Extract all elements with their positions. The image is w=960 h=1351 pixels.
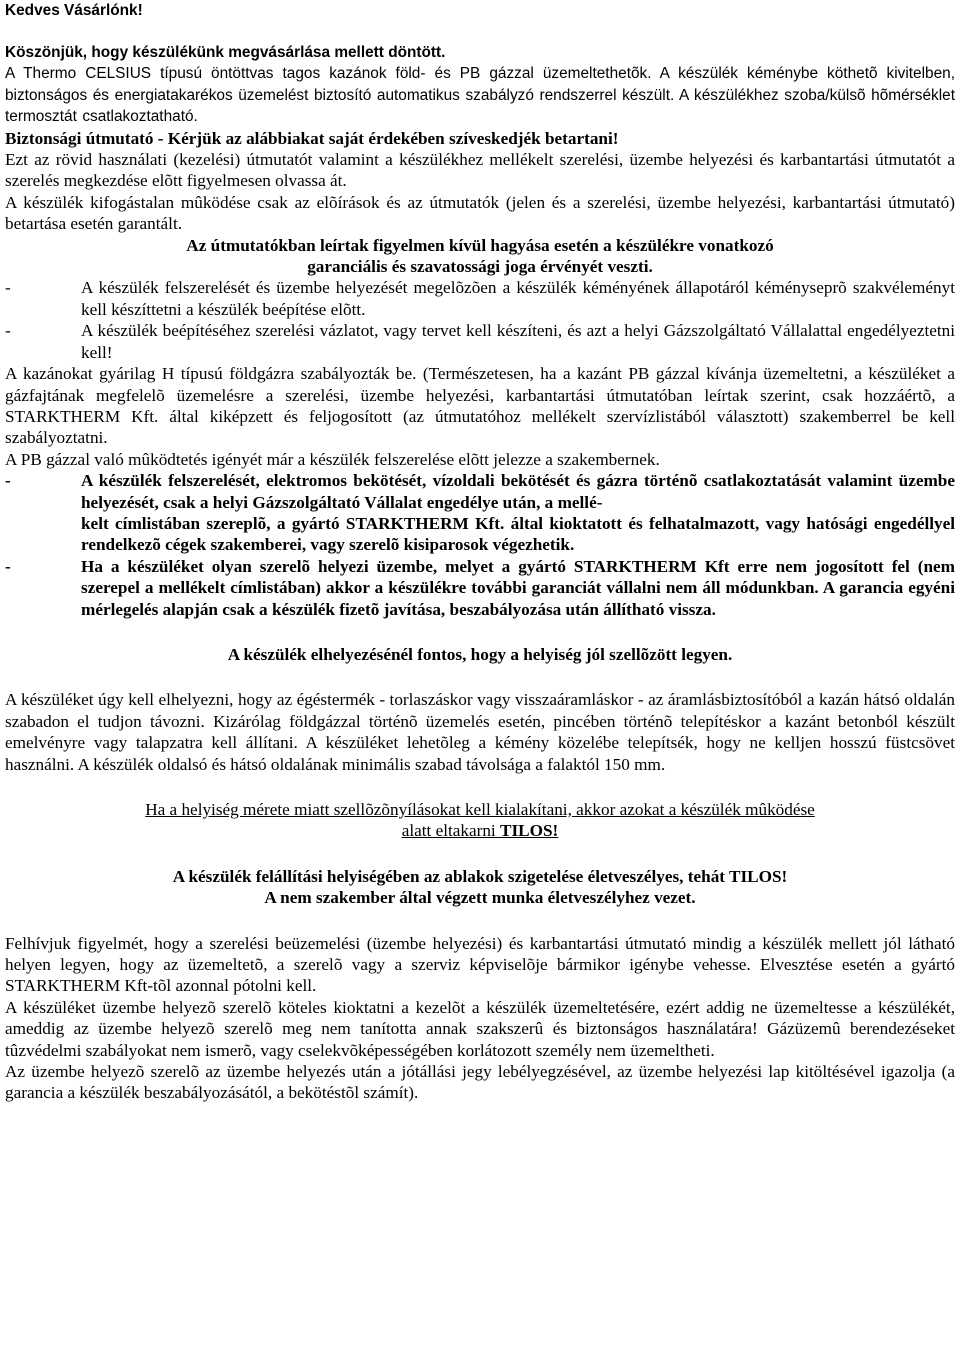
bullet-plan-text: A készülék beépítéséhez szerelési vázlatot, vagy tervet kell készíteni, és azt a helyi Gázszolgáltató Vállalattal engedélyeztetni kell! xyxy=(81,321,955,362)
ventilation-warning-text: alatt eltakarni xyxy=(401,821,501,841)
dash-marker: - xyxy=(5,471,11,491)
paragraph-operation: A készülék kifogástalan mûködése csak az elõírások és az útmutatók (jelen és a szerelési, üzembe helyezési, karbantartási útmutató) betartása esetén garantált. xyxy=(5,192,955,234)
bold-bullet-warranty xyxy=(5,556,955,620)
dash-marker: - xyxy=(5,556,11,576)
placement-heading: A készülék elhelyezésénél fontos, hogy a helyiség jól szellõzött legyen. xyxy=(227,644,733,664)
danger-line1: A készülék felállítási helyiségében az ablakok szigetelése életveszélyes, tehát TILOS! xyxy=(172,866,788,886)
safety-heading: Biztonsági útmutató - Kérjük az alábbiakat saját érdekében szíveskedjék betartani! xyxy=(5,128,619,148)
bullet-chimney xyxy=(5,277,955,320)
bold-bullet-installation-text-a: A készülék felszerelését, elektromos bekötését, vízoldali bekötését és gázra történõ csatlakoztatását valamint üzembe helyezését, csak a helyi Gázszolgáltató Vállalat engedélye után, a mellé- xyxy=(81,471,955,512)
bold-bullet-installation-text-b: kelt címlistában szereplõ, a gyártó STARKTHERM Kft. által kioktatott és felhatalmazott, vagy hatósági engedéllyel rendelkezõ cégek szakemberei, vagy szerelõ kisiparosok végezhetik. xyxy=(81,513,955,555)
dash-marker: - xyxy=(5,278,11,298)
closing-paragraph-training: A készüléket üzembe helyezõ szerelõ köteles kioktatni a kezelõt a készülék üzemeltetésére, ezért addig ne üzemeltesse a készülékét, ameddig az üzembe helyezõ szerelõ meg nem tanította annak szakszerû és biztonságos használatára! Gázüzemû berendezéseket tûzvédelmi szabályokat nem ismerõ, vagy cselekvõképességében korlátozott személy nem üzemeltheti. xyxy=(5,997,955,1060)
warranty-warning-line1: Az útmutatókban leírtak figyelmen kívül hagyása esetén a készülékre vonatkozó xyxy=(186,235,774,255)
ventilation-warning-tilos: TILOS! xyxy=(500,821,559,841)
warranty-warning-line2: garanciális és szavatossági joga érvényét veszti. xyxy=(307,257,653,277)
paragraph-manual: Ezt az rövid használati (kezelési) útmutatót valamint a készülékhez mellékelt szerelési, üzembe helyezési és karbantartási útmutatót a szerelés megkezdése elõtt figyelmesen olvassa át. xyxy=(5,150,955,191)
greeting: Kedves Vásárlónk! xyxy=(5,2,143,19)
dash-marker: - xyxy=(5,321,11,341)
danger-line2: A nem szakember által végzett munka életveszélyhez vezet. xyxy=(264,888,696,908)
paragraph-gas-type: A kazánokat gyárilag H típusú földgázra szabályozták be. (Természetesen, ha a kazánt PB gázzal kívánja üzemeltetni, a készüléket a gázfajtának megfelelõ üzemelésre a szerelési, üzembe helyezési, karbantartási útmutatóban leírtak szerint, csak hozzáértõ, a STARKTHERM Kft. által kiképzett és feljogosított (az útmutatóhoz mellékelt szervízlistából választott) szakemberrel be kell szabályoztatni. xyxy=(5,364,955,448)
bullet-plan xyxy=(5,320,955,363)
bold-bullet-warranty-text: Ha a készüléket olyan szerelõ helyezi üzembe, melyet a gyártó STARKTHERM Kft erre nem jogosított fel (nem szerepel a mellékelt címlistában) akkor a készülékre további garanciát vállalni nem áll módunkban. A garancia egyéni mérlegelés alapján csak a készülék fizetõ javítása, beszabályozása után állítható vissza. xyxy=(81,556,955,619)
ventilation-warning-line2 xyxy=(5,820,955,841)
closing-paragraph-warranty-card: Az üzembe helyezõ szerelõ az üzembe helyezés után a jótállási jegy lebélyegzésével, az üzembe helyezési lap kitöltésével igazolja (a garancia a készülék beszabályozásától, a bekötéstõl számít). xyxy=(5,1062,955,1103)
intro-paragraph: A Thermo CELSIUS típusú öntöttvas tagos kazánok föld- és PB gázzal üzemeltethetõk. A készülék kéménybe köthetõ kivitelben, biztonságos és energiatakarékos üzemelést biztosító automatikus szabályzó rendszerrel készült. A készülékhez szoba/külsõ hõmérséklet termosztát csatlakoztatható. xyxy=(5,65,955,126)
thanks-line: Köszönjük, hogy készülékünk megvásárlása mellett döntött. xyxy=(5,44,446,61)
ventilation-warning-line1: Ha a helyiség mérete miatt szellõzõnyílásokat kell kialakítani, akkor azokat a készülék mûködése xyxy=(145,800,815,819)
closing-paragraph-manual: Felhívjuk figyelmét, hogy a szerelési beüzemelési (üzembe helyezési) és karbantartási útmutató mindig a készülék mellett jól látható helyen legyen, hogy az üzemeltetõ, a szerelõ vagy a szerviz képviselõje bármikor igénybe vehesse. Elvesztése esetén a gyártó STARKTHERM Kft-tõl azonnal pótolni kell. xyxy=(5,933,955,996)
bold-bullet-installation xyxy=(5,470,955,556)
placement-paragraph: A készüléket úgy kell elhelyezni, hogy az égéstermék - torlaszáskor vagy visszaáramláskor - az áramlásbiztosítóból a kazán hátsó oldalán szabadon el tudjon távozni. Kizárólag földgázzal történõ üzemelés esetén, pincében történõ telepítéskor a kazánt betonból készült emelvényre vagy talapzatra kell állítani. A készüléket lehetõleg a kémény közelébe telepítsék, hogy ne kelljen hosszú füstcsövet használni. A készülék oldalsó és hátsó oldalának minimális szabad távolsága a falaktól 150 mm. xyxy=(5,690,955,774)
bullet-chimney-text: A készülék felszerelését és üzembe helyezését megelõzõen a készülék kéményének állapotáról kéményseprõ szakvéleményt kell készíttetni a készülék beépítése elõtt. xyxy=(81,278,955,319)
paragraph-pb-gas: A PB gázzal való mûködtetés igényét már a készülék felszerelése elõtt jelezze a szakembernek. xyxy=(5,449,660,469)
